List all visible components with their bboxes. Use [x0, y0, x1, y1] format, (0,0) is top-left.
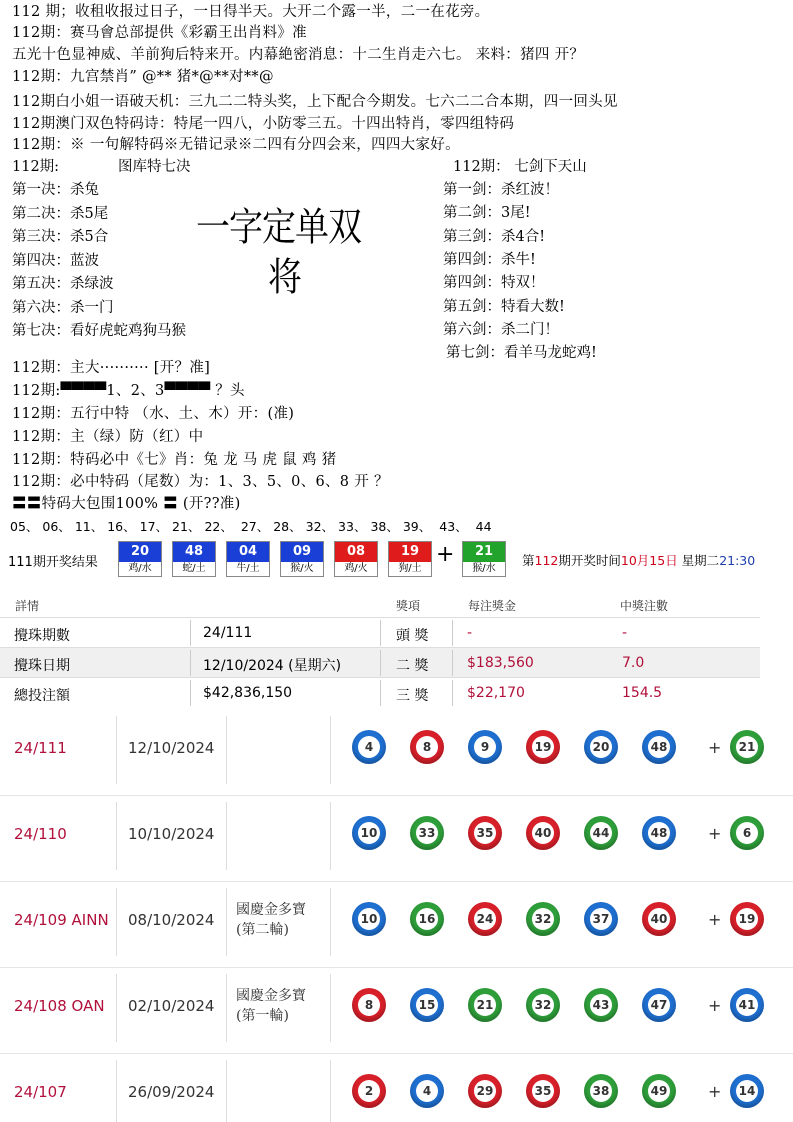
lottery-ball-number: 8	[358, 994, 380, 1016]
row-divider	[330, 888, 331, 956]
mid-line-5: 112期：特码必中《七》肖：兔 龙 马 虎 鼠 鸡 猪	[12, 452, 337, 468]
special-ball-number: 21	[463, 542, 505, 562]
special-lottery-ball-number: 41	[736, 994, 758, 1016]
info-value: 12/10/2024 (星期六)	[203, 658, 342, 674]
special-lottery-ball	[730, 988, 764, 1022]
big-slogan-line1: 一字定单双	[196, 205, 361, 251]
left-col-item: 第一决：杀兔	[12, 182, 99, 198]
lottery-ball	[642, 902, 676, 936]
left-col-item: 第六决：杀一门	[12, 299, 114, 316]
left-col-item: 第二决：杀5尾	[12, 205, 109, 222]
right-col-item: 第一剑：杀红波！	[443, 182, 559, 198]
plus-sign: +	[436, 542, 455, 567]
lottery-ball-number: 47	[648, 994, 670, 1016]
result-ball-zodiac: 牛/土	[236, 563, 260, 574]
left-col-item: 第四决：蓝波	[12, 252, 99, 269]
result-ball-zodiac: 蛇/土	[182, 563, 206, 574]
text-line-3: 五光十色显神威、羊前狗后特来开。内幕絶密消息：十二生肖走六七。 来料：猪四 开？	[12, 47, 585, 63]
info-key: 攪珠日期	[14, 658, 70, 674]
number-item: 06、	[42, 519, 71, 534]
draw-row	[0, 792, 793, 882]
result-ball	[334, 541, 378, 577]
result-ball-number: 09	[281, 542, 323, 562]
result-ball-number: 19	[389, 542, 431, 562]
lottery-ball-number: 35	[532, 1080, 554, 1102]
draw-number: 24/107	[14, 1083, 67, 1101]
lottery-ball	[584, 902, 618, 936]
row-divider	[330, 802, 331, 870]
lottery-ball	[468, 730, 502, 764]
draw-number: 24/108 OAN	[14, 997, 105, 1015]
lottery-ball	[468, 902, 502, 936]
number-list	[10, 517, 496, 535]
lottery-ball	[526, 902, 560, 936]
lottery-ball-number: 49	[648, 1080, 670, 1102]
number-item: 44	[471, 519, 492, 534]
lottery-ball-number: 20	[590, 736, 612, 758]
lottery-ball	[410, 1074, 444, 1108]
lottery-ball	[410, 816, 444, 850]
column-divider	[452, 620, 453, 646]
lottery-ball-number: 16	[416, 908, 438, 930]
left-col-title: 图库特七决	[118, 159, 191, 175]
row-divider	[330, 1060, 331, 1122]
number-item: 33、	[338, 519, 367, 534]
lottery-ball-number: 19	[532, 736, 554, 758]
lottery-ball-number: 38	[590, 1080, 612, 1102]
right-col-item: 第三剑：杀4合!	[443, 228, 546, 245]
number-item: 11、	[74, 519, 104, 534]
lottery-ball	[468, 816, 502, 850]
lottery-ball-number: 48	[648, 822, 670, 844]
special-plus: +	[708, 996, 722, 1015]
info-prize-name: 三 獎	[396, 688, 429, 704]
lottery-ball-number: 32	[532, 908, 554, 930]
right-col-item: 第五剑：特看大数!	[443, 298, 565, 315]
mid-line-6: 112期：必中特码（尾数）为：1、3、5、0、6、8 开 ？	[12, 474, 389, 490]
lottery-ball-number: 35	[474, 822, 496, 844]
draw-row	[0, 1050, 793, 1122]
row-divider	[116, 1060, 117, 1122]
info-winner-count: 154.5	[622, 685, 663, 701]
header-prize: 獎項	[396, 599, 421, 613]
lottery-ball-number: 24	[474, 908, 496, 930]
right-col-item: 第二剑：3尾!	[443, 205, 531, 222]
lottery-ball	[352, 816, 386, 850]
draw-type-line1: 國慶金多寶	[236, 902, 306, 918]
lottery-ball	[526, 816, 560, 850]
lottery-ball	[642, 730, 676, 764]
info-value: $42,836,150	[203, 685, 293, 701]
result-ball-number: 08	[335, 542, 377, 562]
lottery-ball-number: 37	[590, 908, 612, 930]
lottery-ball-number: 4	[416, 1080, 438, 1102]
row-divider	[116, 888, 117, 956]
special-lottery-ball	[730, 902, 764, 936]
draw-row	[0, 706, 793, 796]
draw-type	[236, 900, 306, 940]
lottery-ball	[410, 902, 444, 936]
row-divider	[330, 716, 331, 784]
row-divider	[226, 974, 227, 1042]
number-item: 28、	[273, 519, 302, 534]
result-ball-zodiac: 猴/火	[290, 563, 314, 574]
number-item: 21、	[172, 519, 201, 534]
lottery-ball-number: 4	[358, 736, 380, 758]
lottery-ball-number: 10	[358, 908, 380, 930]
draw-date: 10/10/2024	[128, 825, 215, 843]
lottery-ball-number: 43	[590, 994, 612, 1016]
lottery-ball	[642, 816, 676, 850]
info-prize-amount: -	[467, 625, 473, 641]
lottery-ball-number: 8	[416, 736, 438, 758]
lottery-ball	[410, 988, 444, 1022]
draw-date: 26/09/2024	[128, 1083, 215, 1101]
result-ball	[280, 541, 324, 577]
lottery-ball	[642, 988, 676, 1022]
number-item: 27、	[236, 519, 270, 534]
column-divider	[190, 650, 191, 676]
draw-date: 02/10/2024	[128, 997, 215, 1015]
number-item: 39、	[402, 519, 432, 534]
row-divider	[330, 974, 331, 1042]
lottery-ball	[584, 730, 618, 764]
mid-line-2: 112期:▀▀▀▀1、2、3▀▀▀▀ ？头	[12, 383, 245, 399]
left-col-item: 第三决：杀5合	[12, 229, 109, 245]
next-mid: 期开奖时间	[558, 553, 621, 568]
lottery-ball-number: 10	[358, 822, 380, 844]
header-amount: 每注獎金	[468, 599, 517, 613]
result-ball	[118, 541, 162, 577]
info-prize-amount: $183,560	[467, 655, 534, 671]
info-row	[0, 677, 760, 707]
lottery-ball	[352, 730, 386, 764]
draw-number: 24/109 AINN	[14, 911, 109, 929]
special-lottery-ball	[730, 1074, 764, 1108]
info-prize-amount: $22,170	[467, 685, 525, 701]
draw-date: 08/10/2024	[128, 911, 215, 929]
left-col-issue: 112期:	[12, 159, 60, 175]
info-winner-count: 7.0	[622, 655, 645, 671]
big-slogan-line2: 将	[268, 255, 301, 301]
result-ball-zodiac: 狗/土	[398, 563, 422, 574]
right-col-head: 112期： 七剑下天山	[453, 159, 587, 175]
column-divider	[380, 650, 381, 676]
row-divider	[226, 888, 227, 956]
right-col-item: 第四剑：杀牛!	[443, 251, 536, 268]
info-row	[0, 617, 760, 647]
result-ball-zodiac: 鸡/火	[344, 563, 368, 574]
lottery-ball-number: 9	[474, 736, 496, 758]
right-col-item: 第四剑：特双！	[443, 275, 545, 292]
next-date: 10月15日	[620, 553, 678, 568]
result-ball	[172, 541, 216, 577]
lottery-ball	[642, 1074, 676, 1108]
row-divider	[226, 802, 227, 870]
text-line-2: 112期：赛马會总部提供《彩霸王出肖料》准	[12, 25, 307, 41]
result-ball-number: 20	[119, 542, 161, 562]
lottery-ball-number: 40	[532, 822, 554, 844]
number-item: 22、	[204, 519, 233, 534]
column-divider	[190, 620, 191, 646]
right-col-item: 第七剑：看羊马龙蛇鸡!	[446, 345, 597, 362]
lottery-ball	[526, 730, 560, 764]
lottery-ball-number: 15	[416, 994, 438, 1016]
special-plus: +	[708, 910, 722, 929]
row-divider	[116, 974, 117, 1042]
column-divider	[452, 680, 453, 706]
number-item: 16、	[107, 519, 136, 534]
text-line-4: 112期：九宫禁肖” @** 猪*@**对**@	[12, 69, 274, 85]
number-item: 43、	[435, 519, 468, 534]
lottery-ball	[352, 988, 386, 1022]
number-item: 17、	[139, 519, 169, 534]
special-plus: +	[708, 738, 722, 757]
result-ball-number: 04	[227, 542, 269, 562]
special-lottery-ball	[730, 816, 764, 850]
draw-row	[0, 964, 793, 1054]
info-prize-name: 二 獎	[396, 658, 429, 674]
lottery-ball-number: 32	[532, 994, 554, 1016]
header-detail: 詳情	[15, 599, 40, 613]
lottery-ball	[584, 1074, 618, 1108]
info-value: 24/111	[203, 625, 253, 641]
special-lottery-ball-number: 21	[736, 736, 758, 758]
lottery-ball-number: 40	[648, 908, 670, 930]
mid-line-7: 〓〓特码大包围100% 〓 (开??准)	[12, 496, 241, 512]
lottery-ball-number: 21	[474, 994, 496, 1016]
result-ball-number: 48	[173, 542, 215, 562]
mid-line-1: 112期：主大·········· [开？准]	[12, 360, 211, 376]
lottery-ball	[468, 1074, 502, 1108]
lottery-ball	[526, 988, 560, 1022]
row-divider	[226, 716, 227, 784]
number-item: 38、	[370, 519, 399, 534]
lottery-ball-number: 48	[648, 736, 670, 758]
lottery-ball	[352, 902, 386, 936]
lottery-ball	[526, 1074, 560, 1108]
next-week: 星期二	[677, 553, 720, 568]
result-ball	[388, 541, 432, 577]
special-lottery-ball	[730, 730, 764, 764]
mid-line-3: 112期：五行中特 （水、土、木）开：(准)	[12, 406, 295, 422]
special-lottery-ball-number: 19	[736, 908, 758, 930]
number-item: 32、	[305, 519, 335, 534]
lottery-ball	[410, 730, 444, 764]
info-winner-count: -	[622, 625, 628, 641]
column-divider	[380, 680, 381, 706]
special-plus: +	[708, 1082, 722, 1101]
next-draw-info	[522, 551, 755, 569]
header-count: 中獎注數	[620, 599, 669, 613]
row-divider	[116, 716, 117, 784]
special-lottery-ball-number: 14	[736, 1080, 758, 1102]
result-label: 111期开奖结果	[8, 555, 98, 570]
lottery-ball	[468, 988, 502, 1022]
draw-row	[0, 878, 793, 968]
text-line-6: 112期澳门双色特码诗：特尾一四八，小防零三五。十四出特肖，零四组特码	[12, 116, 515, 132]
lottery-ball-number: 29	[474, 1080, 496, 1102]
column-divider	[380, 620, 381, 646]
next-issue: 112	[534, 553, 559, 568]
draw-type-line1: 國慶金多寶	[236, 988, 306, 1004]
lottery-ball-number: 33	[416, 822, 438, 844]
draw-number: 24/111	[14, 739, 67, 757]
next-time: 21:30	[719, 553, 756, 568]
lottery-ball-number: 2	[358, 1080, 380, 1102]
text-line-1: 112 期；收租收报过日子，一日得半天。大开二个露一半，二一在花旁。	[12, 4, 490, 20]
lottery-ball	[584, 816, 618, 850]
column-divider	[452, 650, 453, 676]
special-ball-zodiac: 猴/水	[472, 563, 496, 574]
text-line-5: 112期白小姐一语破天机：三九二二特头奖，上下配合今期发。七六二二合本期，四一回头见	[12, 94, 618, 110]
special-ball	[462, 541, 506, 577]
lottery-ball	[584, 988, 618, 1022]
mid-line-4: 112期：主（绿）防（红）中	[12, 429, 204, 445]
draw-type	[236, 986, 306, 1026]
right-col-item: 第六剑：杀二门！	[443, 321, 559, 338]
left-col-item: 第七决：看好虎蛇鸡狗马猴	[12, 323, 186, 339]
draw-number: 24/110	[14, 825, 67, 843]
number-item: 05、	[10, 519, 39, 534]
left-col-item: 第五决：杀绿波	[12, 276, 114, 292]
info-prize-name: 頭 獎	[396, 628, 429, 644]
info-table-header	[10, 593, 770, 615]
info-key: 總投注額	[14, 688, 70, 704]
draw-type-line2: (第二輪)	[236, 922, 289, 938]
lottery-ball	[352, 1074, 386, 1108]
result-ball-zodiac: 鸡/水	[128, 563, 152, 574]
row-divider	[116, 802, 117, 870]
special-lottery-ball-number: 6	[736, 822, 758, 844]
info-key: 攪珠期數	[14, 628, 70, 644]
next-prefix: 第	[522, 553, 535, 568]
lottery-ball-number: 44	[590, 822, 612, 844]
draw-type-line2: (第一輪)	[236, 1008, 289, 1024]
result-ball	[226, 541, 270, 577]
text-line-7: 112期：※ 一句解特码※无错记录※二四有分四会来，四四大家好。	[12, 137, 460, 153]
row-divider	[226, 1060, 227, 1122]
special-plus: +	[708, 824, 722, 843]
draw-date: 12/10/2024	[128, 739, 215, 757]
info-row	[0, 647, 760, 677]
column-divider	[190, 680, 191, 706]
